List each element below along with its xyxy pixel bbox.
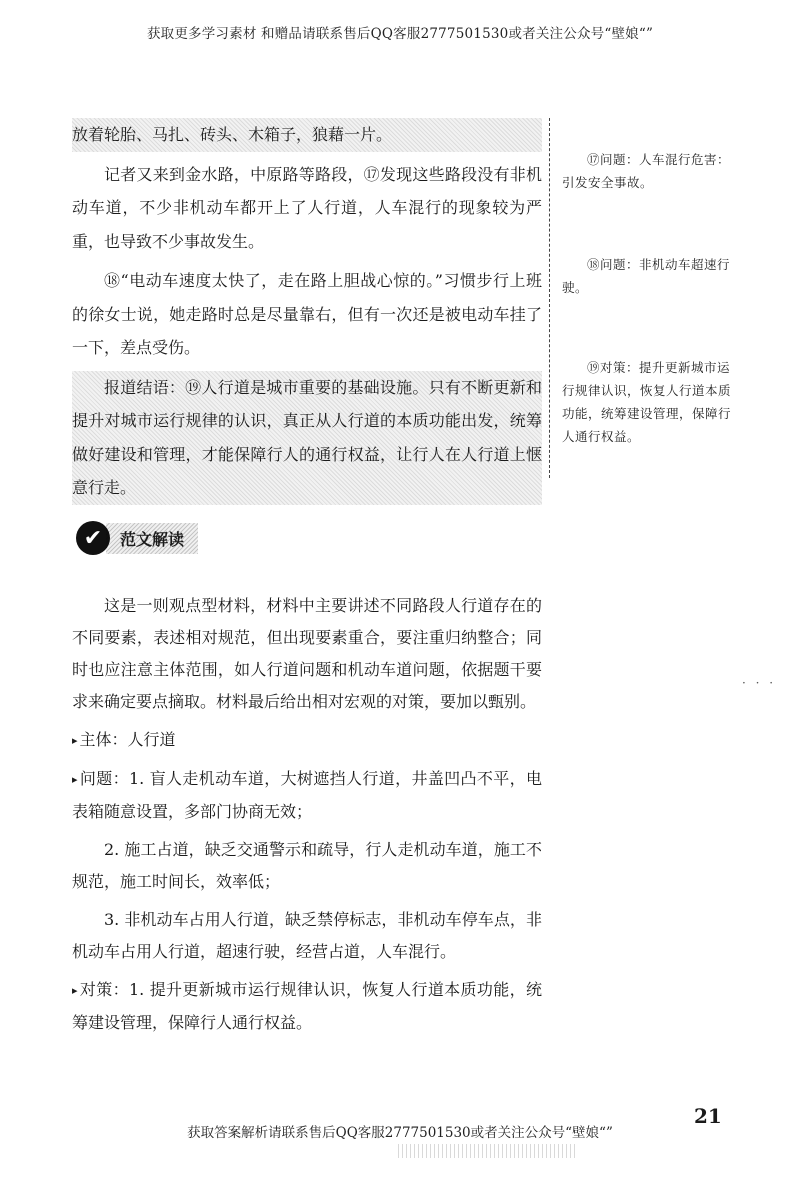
bullet-icon: ▸ [72, 734, 78, 747]
problem-line-3: 3. 非机动车占用人行道，缺乏禁停标志，非机动车停车点，非机动车占用人行道，超速行驶，经营占道，人车混行。 [72, 910, 542, 961]
paragraph-4: 报道结语：⑲人行道是城市重要的基础设施。只有不断更新和提升对城市运行规律的认识，真正从人行道的本质功能出发，统筹做好建设和管理，才能保障行人的通行权益，让行人在人行道上惬意行走。 [72, 371, 542, 505]
subject-line [72, 724, 542, 757]
bullet-icon: ▸ [72, 984, 78, 997]
page-header: 获取更多学习素材 和赠品请联系售后QQ客服2777501530或者关注公众号“壁娘“” [146, 26, 654, 42]
article-body [72, 118, 542, 511]
problem-line-1 [72, 763, 542, 828]
margin-note-19: ⑲对策：提升更新城市运行规律认识，恢复人行道本质功能，统筹建设管理，保障行人通行权益。 [562, 360, 732, 444]
page-number: 21 [694, 1104, 722, 1128]
check-icon: ✔ [76, 521, 110, 555]
paragraph-3: ⑱“电动车速度太快了，走在路上胆战心惊的。”习惯步行上班的徐女士说，她走路时总是尽量靠右，但有一次还是被电动车挂了一下，差点受伤。 [72, 271, 542, 357]
margin-divider [549, 118, 550, 478]
analysis-section [72, 590, 542, 1039]
margin-note-17: ⑰问题：人车混行危害：引发安全事故。 [562, 152, 731, 190]
problem-text-1: 问题：1. 盲人走机动车道，大树遮挡人行道，井盖凹凸不平，电表箱随意设置，多部门协商无效； [72, 769, 542, 821]
section-title: 范文解读 [106, 523, 198, 554]
measure-line [72, 974, 542, 1039]
scan-smudge [398, 1144, 578, 1158]
problem-line-2: 2. 施工占道，缺乏交通警示和疏导，行人走机动车道，施工不规范，施工时间长，效率低； [72, 840, 542, 891]
measure-text: 对策：1. 提升更新城市运行规律认识，恢复人行道本质功能，统筹建设管理，保障行人通行权益。 [72, 980, 542, 1032]
analysis-intro: 这是一则观点型材料，材料中主要讲述不同路段人行道存在的不同要素，表述相对规范，但出现要素重合，要注重归纳整合；同时也应注意主体范围，如人行道问题和机动车道问题，依据题干要求来确定要点摘取。材料最后给出相对宏观的对策，要加以甄别。 [72, 596, 542, 711]
subject-text: 主体：人行道 [79, 730, 176, 749]
bullet-icon: ▸ [72, 773, 78, 786]
scan-dots: · · · [742, 676, 777, 690]
paragraph-1: 放着轮胎、马扎、砖头、木箱子，狼藉一片。 [72, 118, 542, 152]
paragraph-2: 记者又来到金水路，中原路等路段，⑰发现这些路段没有非机动车道，不少非机动车都开上了人行道，人车混行的现象较为严重，也导致不少事故发生。 [72, 164, 542, 251]
section-badge [76, 520, 198, 556]
margin-note-18: ⑱问题：非机动车超速行驶。 [562, 257, 731, 295]
page-footer: 获取答案解析请联系售后QQ客服2777501530或者关注公众号“壁娘“” [187, 1125, 613, 1141]
